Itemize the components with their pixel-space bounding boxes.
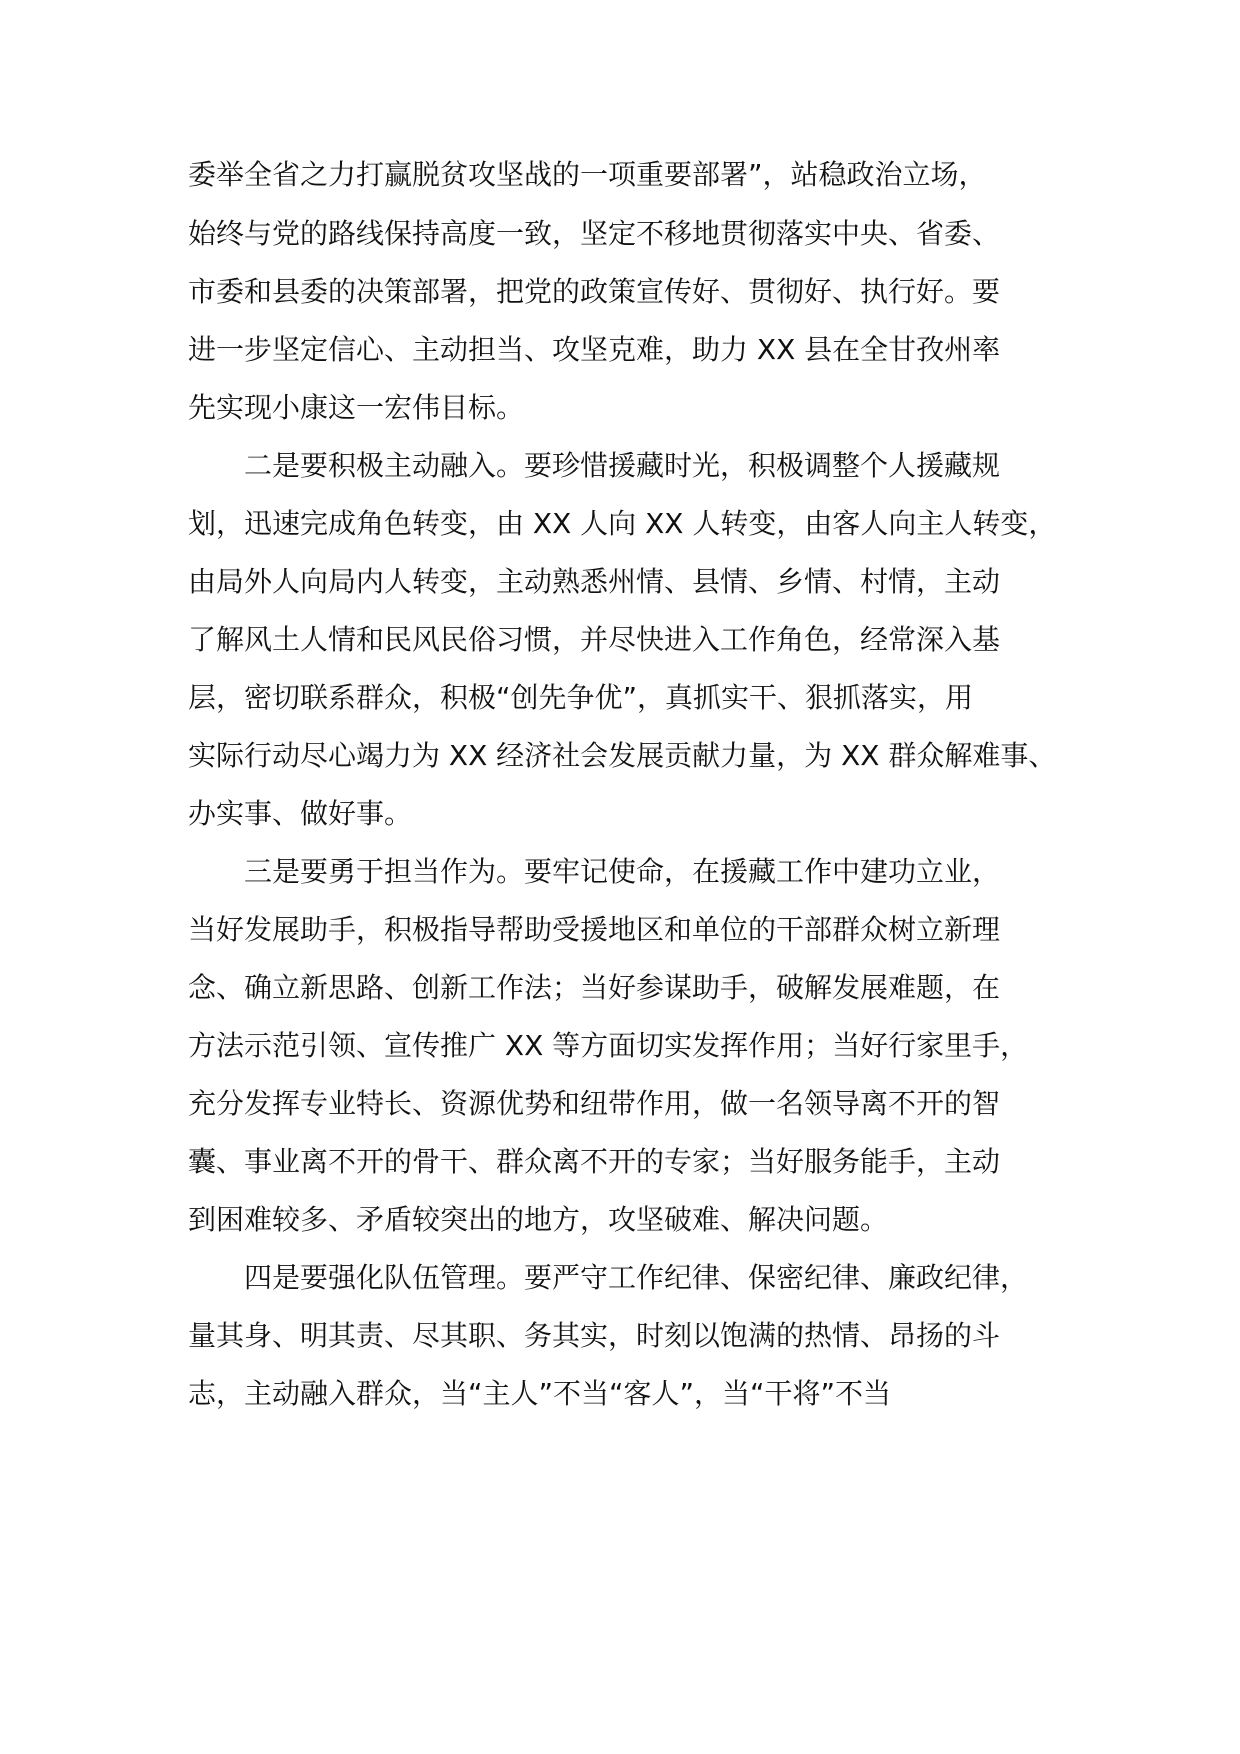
body-line: 到困难较多、矛盾较突出的地方，攻坚破难、解决问题。 <box>188 1203 889 1236</box>
body-line: 实际行动尽心竭力为 XX 经济社会发展贡献力量，为 XX 群众解难事、 <box>188 739 1057 772</box>
paragraph-2-first-line: 二是要积极主动融入。要珍惜援藏时光，积极调整个人援藏规 <box>244 449 1001 482</box>
body-line: 进一步坚定信心、主动担当、攻坚克难，助力 XX 县在全甘孜州率 <box>188 333 1001 366</box>
body-line: 市委和县委的决策部署，把党的政策宣传好、贯彻好、执行好。要 <box>188 275 1001 308</box>
body-line: 始终与党的路线保持高度一致，坚定不移地贯彻落实中央、省委、 <box>188 217 1001 250</box>
body-line: 囊、事业离不开的骨干、群众离不开的专家；当好服务能手，主动 <box>188 1145 1001 1178</box>
body-line: 层，密切联系群众，积极“创先争优”，真抓实干、狠抓落实，用 <box>188 681 974 714</box>
body-line: 充分发挥专业特长、资源优势和纽带作用，做一名领导离不开的智 <box>188 1087 1001 1120</box>
body-line: 办实事、做好事。 <box>188 797 413 830</box>
body-line: 委举全省之力打赢脱贫攻坚战的一项重要部署”，站稳政治立场， <box>188 158 987 191</box>
paragraph-3-first-line: 三是要勇于担当作为。要牢记使命，在援藏工作中建功立业， <box>244 855 1001 888</box>
body-line: 划，迅速完成角色转变，由 XX 人向 XX 人转变，由客人向主人转变， <box>188 507 1057 540</box>
body-line: 了解风土人情和民风民俗习惯，并尽快进入工作角色，经常深入基 <box>188 623 1001 656</box>
body-line: 由局外人向局内人转变，主动熟悉州情、县情、乡情、村情，主动 <box>188 565 1001 598</box>
body-line: 志，主动融入群众，当“主人”不当“客人”，当“干将”不当 <box>188 1377 892 1410</box>
body-line: 方法示范引领、宣传推广 XX 等方面切实发挥作用；当好行家里手， <box>188 1029 1029 1062</box>
body-line: 先实现小康这一宏伟目标。 <box>188 391 525 424</box>
paragraph-4-first-line: 四是要强化队伍管理。要严守工作纪律、保密纪律、廉政纪律， <box>244 1261 1029 1294</box>
body-line: 量其身、明其责、尽其职、务其实，时刻以饱满的热情、昂扬的斗 <box>188 1319 1001 1352</box>
body-line: 念、确立新思路、创新工作法；当好参谋助手，破解发展难题，在 <box>188 971 1001 1004</box>
body-line: 当好发展助手，积极指导帮助受援地区和单位的干部群众树立新理 <box>188 913 1001 946</box>
